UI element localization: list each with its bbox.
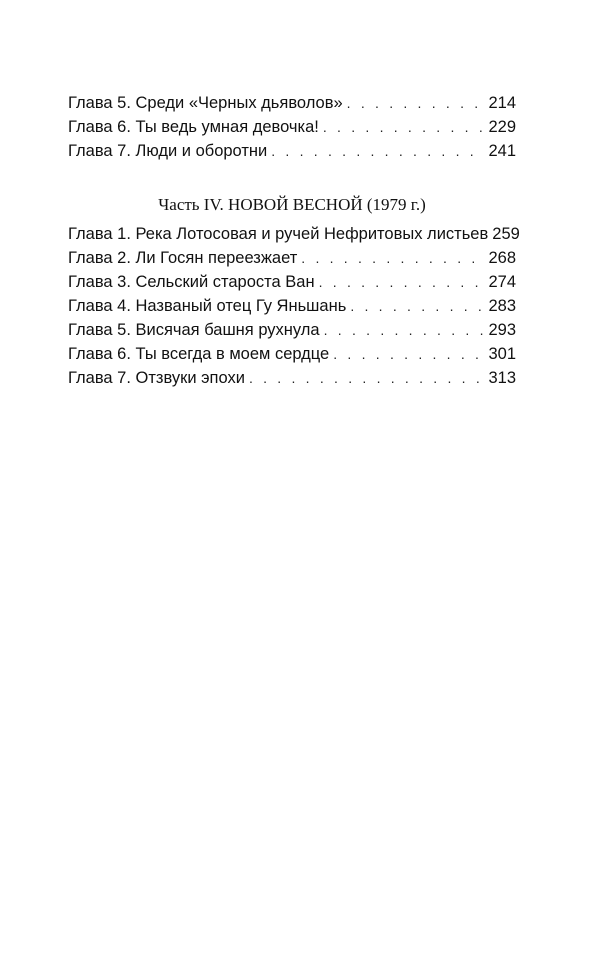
dot-leader <box>323 115 485 139</box>
toc-entry-title: Глава 7. Люди и оборотни <box>68 142 268 160</box>
dot-leader <box>301 246 484 270</box>
toc-entry-title: Глава 4. Названый отец Гу Яньшань <box>68 297 347 315</box>
table-of-contents <box>68 91 520 390</box>
dot-leader <box>347 91 485 115</box>
toc-entry-page: 274 <box>488 273 516 291</box>
toc-entry-page: 259 <box>492 225 520 243</box>
toc-entry[interactable] <box>68 366 516 390</box>
dot-leader <box>324 318 485 342</box>
toc-entry-title: Глава 5. Среди «Черных дьяволов» <box>68 94 343 112</box>
toc-entry-title: Глава 3. Сельский староста Ван <box>68 273 315 291</box>
toc-entry-title: Глава 7. Отзвуки эпохи <box>68 369 245 387</box>
dot-leader <box>333 342 484 366</box>
toc-entry[interactable] <box>68 222 520 246</box>
toc-entry-title: Глава 1. Река Лотосовая и ручей Нефритовых листьев <box>68 225 489 243</box>
toc-entry[interactable] <box>68 342 516 366</box>
toc-entry[interactable] <box>68 270 516 294</box>
toc-entry-page: 214 <box>488 94 516 112</box>
toc-entry-page: 293 <box>488 321 516 339</box>
toc-entry[interactable] <box>68 318 516 342</box>
toc-entry-page: 283 <box>488 297 516 315</box>
toc-entry-page: 229 <box>488 118 516 136</box>
toc-entry-title: Глава 2. Ли Госян переезжает <box>68 249 298 267</box>
toc-entry-page: 268 <box>488 249 516 267</box>
toc-entry[interactable] <box>68 91 516 115</box>
dot-leader <box>249 366 485 390</box>
dot-leader <box>350 294 484 318</box>
toc-entry-title: Глава 6. Ты ведь умная девочка! <box>68 118 319 136</box>
part-heading: Часть IV. НОВОЙ ВЕСНОЙ (1979 г.) <box>158 195 426 214</box>
dot-leader <box>271 139 484 163</box>
toc-entry-title: Глава 5. Висячая башня рухнула <box>68 321 320 339</box>
toc-entry[interactable] <box>68 294 516 318</box>
toc-entry[interactable] <box>68 115 516 139</box>
toc-entry-page: 301 <box>488 345 516 363</box>
toc-entry-title: Глава 6. Ты всегда в моем сердце <box>68 345 330 363</box>
toc-entry[interactable] <box>68 246 516 270</box>
toc-entry[interactable] <box>68 139 516 163</box>
toc-entry-page: 241 <box>488 142 516 160</box>
toc-group-part-four <box>68 222 520 390</box>
toc-group-part-three-tail <box>68 91 516 163</box>
dot-leader <box>319 270 485 294</box>
toc-entry-page: 313 <box>488 369 516 387</box>
